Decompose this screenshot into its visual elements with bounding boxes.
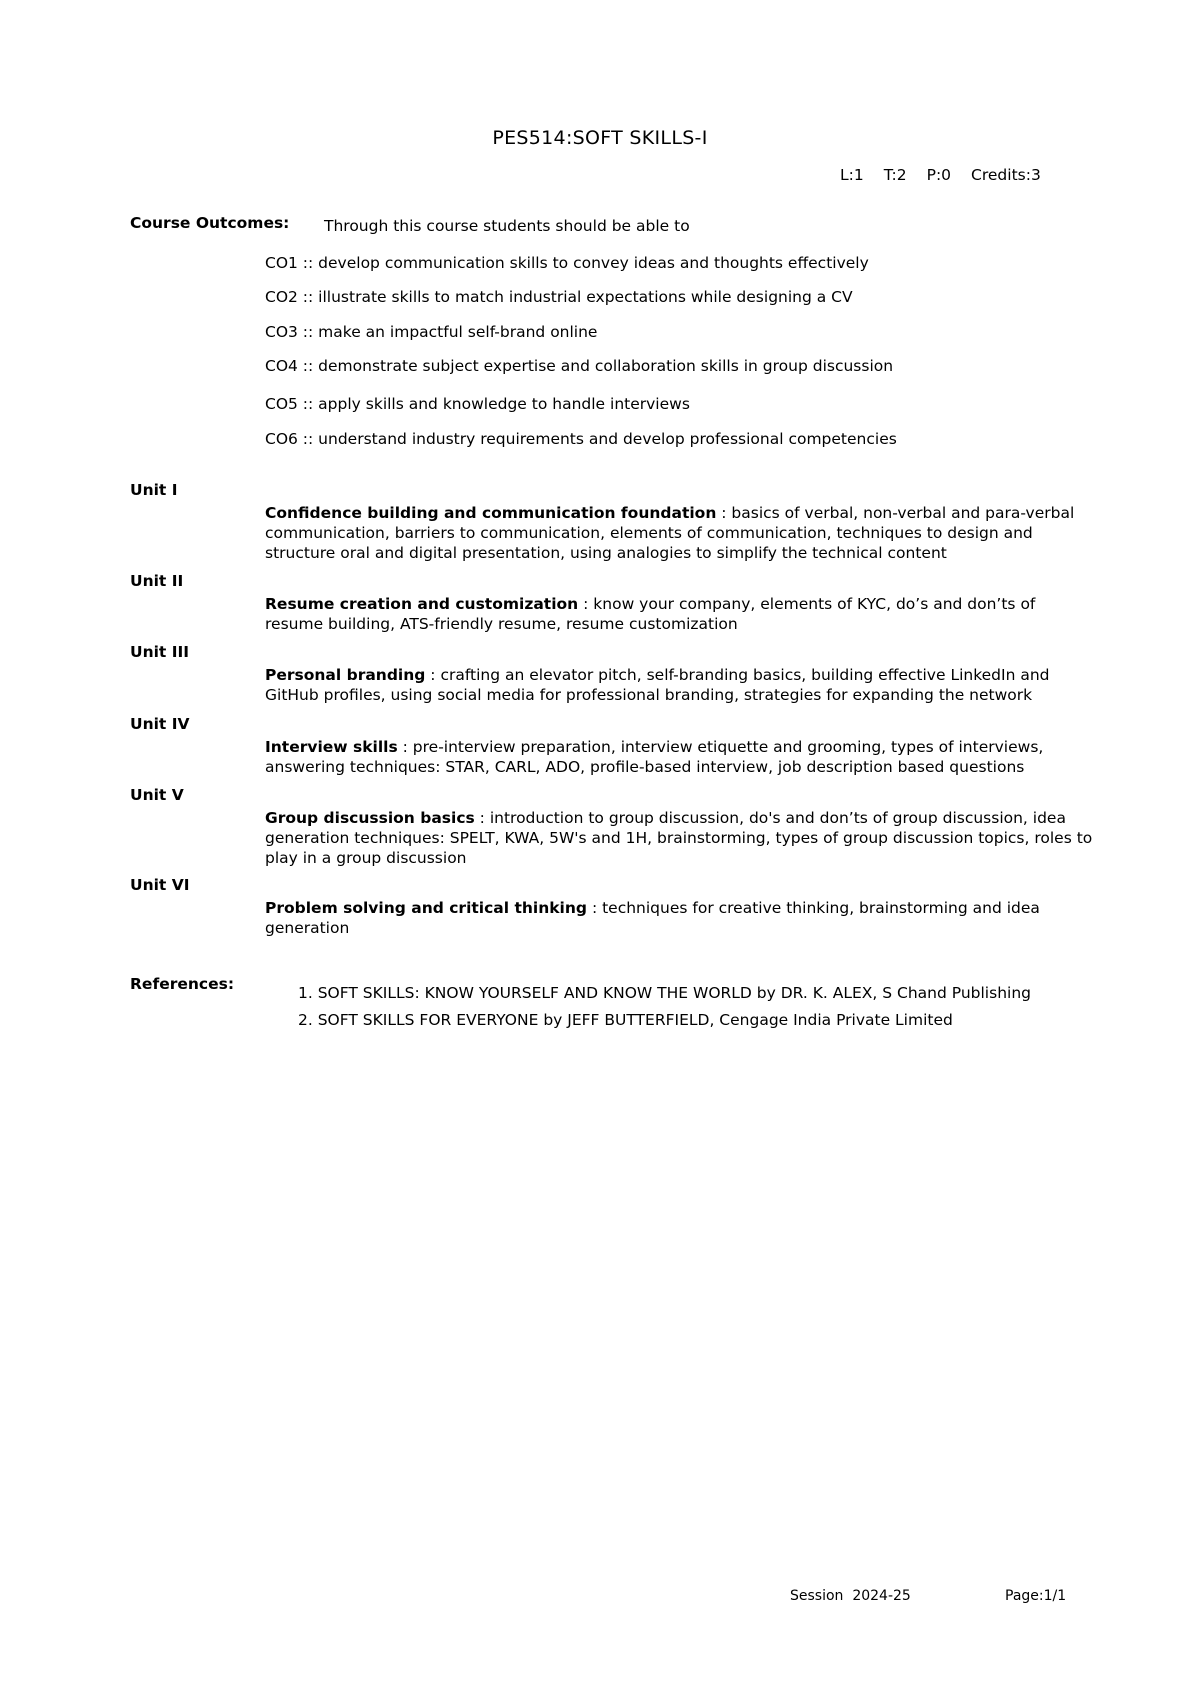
unit-heading: Confidence building and communication foundation [265,504,717,522]
unit-label: Unit VI [130,876,190,894]
reference-item: 1. SOFT SKILLS: KNOW YOURSELF AND KNOW THE WORLD by DR. K. ALEX, S Chand Publishing [298,984,1031,1002]
unit-heading: Problem solving and critical thinking [265,899,588,917]
unit-content [265,898,1095,938]
course-outcome-item: CO3 :: make an impactful self-brand online [265,323,598,341]
page-number: Page:1/1 [1005,1588,1067,1604]
unit-text: : crafting an elevator pitch, self-branding basics, building effective LinkedIn and GitHub profiles, using social media for professional branding, strategies for expanding the network [265,666,1050,704]
credits: Credits:3 [971,166,1041,184]
unit-heading: Interview skills [265,738,398,756]
course-outcome-item: CO2 :: illustrate skills to match industrial expectations while designing a CV [265,288,853,306]
practical-hours: P:0 [926,166,952,184]
unit-content [265,594,1095,634]
unit-heading: Resume creation and customization [265,595,579,613]
course-outcomes-intro: Through this course students should be able to [324,217,690,235]
unit-heading: Personal branding [265,666,426,684]
unit-label: Unit II [130,572,184,590]
unit-content [265,665,1095,705]
unit-label: Unit IV [130,715,190,733]
unit-text: : basics of verbal, non-verbal and para-verbal communication, barriers to communication, elements of communication, techniques to design and structure oral and digital presentation, using analogies to simplify the technical content [265,504,1075,562]
course-outcomes-label: Course Outcomes: [130,214,290,232]
course-outcome-item: CO5 :: apply skills and knowledge to handle interviews [265,395,690,413]
unit-text: : techniques for creative thinking, brainstorming and idea generation [265,899,1040,937]
course-outcome-item: CO1 :: develop communication skills to convey ideas and thoughts effectively [265,254,869,272]
unit-text: : pre-interview preparation, interview etiquette and grooming, types of interviews, answering techniques: STAR, CARL, ADO, profile-based interview, job description based questions [265,738,1044,776]
unit-heading: Group discussion basics [265,809,475,827]
credit-structure [840,166,1041,184]
references-list [298,983,1058,1037]
unit-text: : know your company, elements of KYC, do’s and don’ts of resume building, ATS-friendly resume, resume customization [265,595,1036,633]
unit-content [265,503,1095,563]
session-label: Session 2024-25 [790,1588,911,1604]
course-title: PES514:SOFT SKILLS-I [492,127,708,149]
lecture-hours: L:1 [840,166,864,184]
tutorial-hours: T:2 [883,166,907,184]
unit-content [265,808,1095,868]
unit-label: Unit I [130,481,178,499]
unit-content [265,737,1095,777]
course-outcome-item: CO4 :: demonstrate subject expertise and collaboration skills in group discussion [265,357,894,375]
reference-item: 2. SOFT SKILLS FOR EVERYONE by JEFF BUTTERFIELD, Cengage India Private Limited [298,1011,953,1029]
unit-label: Unit III [130,643,190,661]
unit-text: : introduction to group discussion, do's and don’ts of group discussion, idea generation techniques: SPELT, KWA, 5W's and 1H, brainstorming, types of group discussion topics, roles to play in a group discussion [265,809,1093,867]
unit-label: Unit V [130,786,184,804]
references-label: References: [130,975,235,993]
course-outcome-item: CO6 :: understand industry requirements and develop professional competencies [265,430,897,448]
